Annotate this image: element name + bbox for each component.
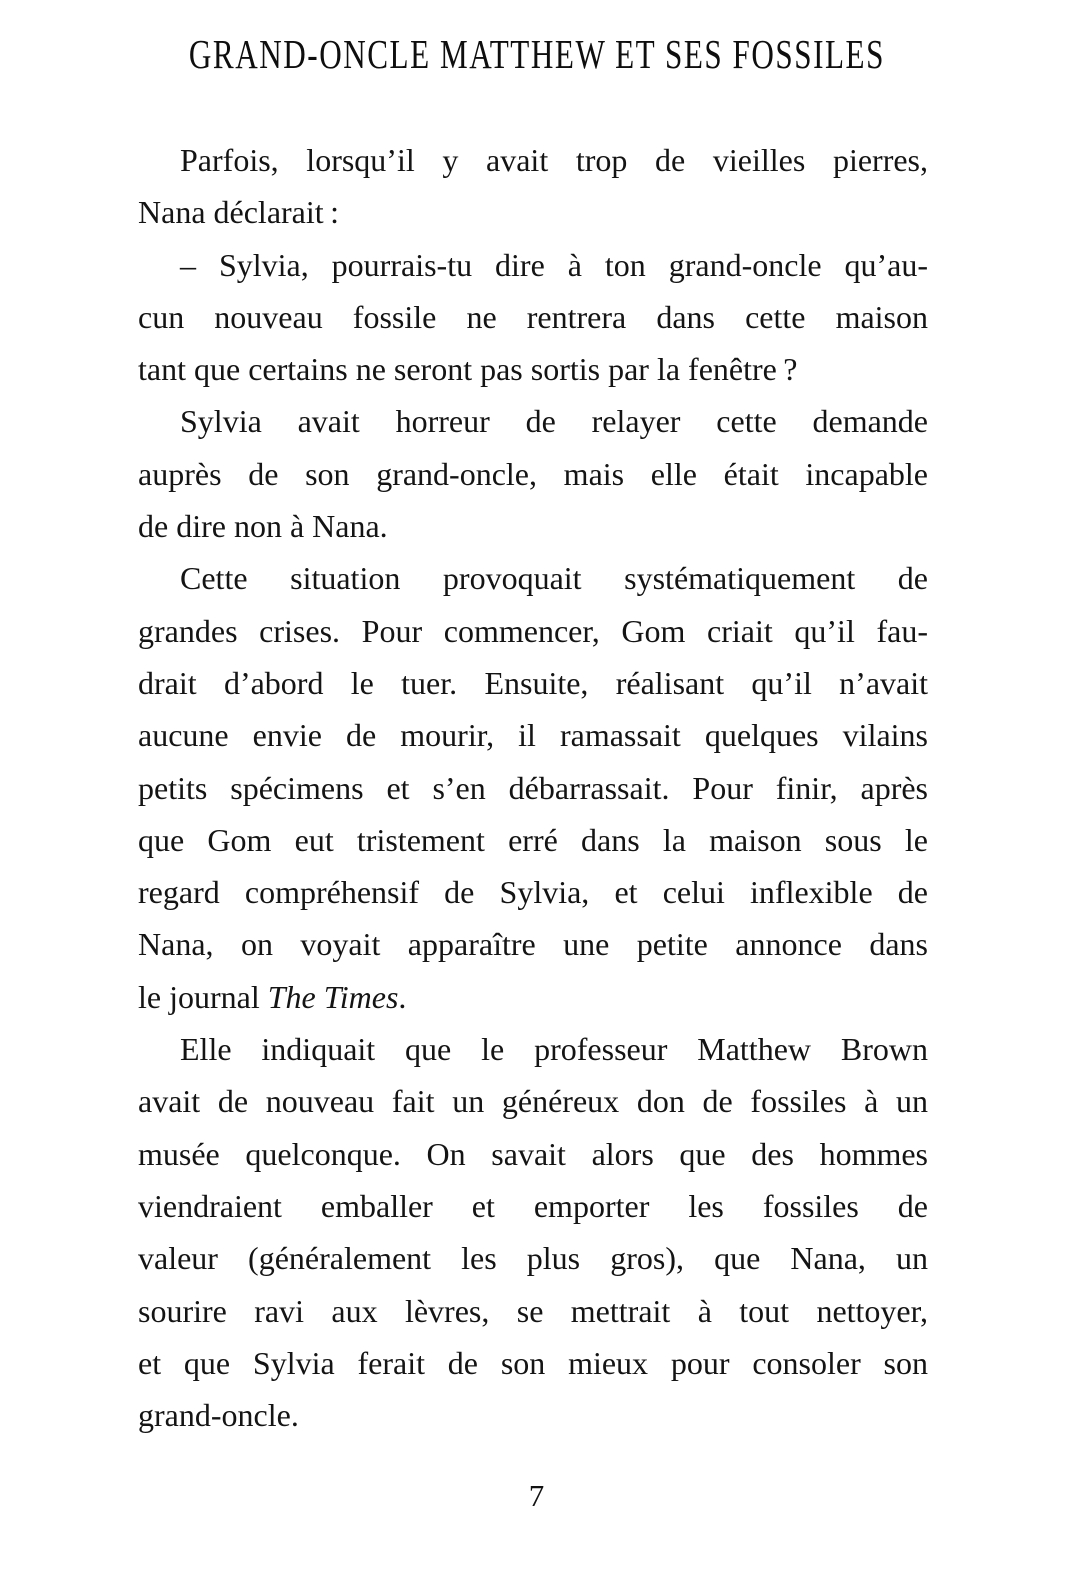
body-line: Parfois, lorsqu’il y avait trop de vieilles pierres,	[180, 142, 928, 178]
body-line: et que Sylvia ferait de son mieux pour consoler son	[138, 1344, 928, 1381]
body-line: Nana déclarait :	[138, 194, 339, 231]
body-line: auprès de son grand-oncle, mais elle était incapable	[138, 455, 928, 492]
body-line-text: .	[398, 978, 407, 1015]
body-line: sourire ravi aux lèvres, se mettrait à tout nettoyer,	[138, 1292, 928, 1329]
body-line: drait d’abord le tuer. Ensuite, réalisant qu’il n’avait	[138, 664, 928, 701]
chapter-title: GRAND-ONCLE MATTHEW ET SES FOSSILES	[188, 31, 885, 77]
body-line: que Gom eut tristement erré dans la maison sous le	[138, 821, 928, 858]
body-line: avait de nouveau fait un généreux don de fossiles à un	[138, 1083, 928, 1120]
body-line: musée quelconque. On savait alors que des hommes	[138, 1135, 928, 1172]
body-line: grand-oncle.	[138, 1397, 299, 1434]
body-line: Elle indiquait que le professeur Matthew Brown	[180, 1031, 928, 1068]
body-line-text: le journal	[138, 978, 268, 1015]
body-line: valeur (généralement les plus gros), que Nana, un	[138, 1240, 928, 1277]
body-line: viendraient emballer et emporter les fossiles de	[138, 1187, 928, 1224]
body-line: tant que certains ne seront pas sortis par la fenêtre ?	[138, 351, 798, 388]
body-line: Nana, on voyait apparaître une petite annonce dans	[138, 926, 928, 963]
body-line: cun nouveau fossile ne rentrera dans cette maison	[138, 298, 928, 335]
journal-name-italic: The Times	[267, 978, 399, 1015]
body-text	[138, 134, 928, 1441]
body-line: petits spécimens et s’en débarrassait. Pour finir, après	[138, 769, 928, 806]
body-line: aucune envie de mourir, il ramassait quelques vilains	[138, 717, 928, 754]
body-line: Cette situation provoquait systématiquement de	[180, 560, 928, 597]
body-line: Sylvia avait horreur de relayer cette demande	[180, 403, 928, 440]
body-line: de dire non à Nana.	[138, 508, 388, 545]
chapter-header	[0, 30, 1073, 78]
body-line: – Sylvia, pourrais-tu dire à ton grand-oncle qu’au-	[180, 246, 928, 283]
body-line: regard compréhensif de Sylvia, et celui inflexible de	[138, 874, 928, 911]
page-number: 7	[528, 1478, 545, 1513]
body-line	[138, 971, 928, 1023]
body-line: grandes crises. Pour commencer, Gom criait qu’il fau-	[138, 612, 928, 649]
